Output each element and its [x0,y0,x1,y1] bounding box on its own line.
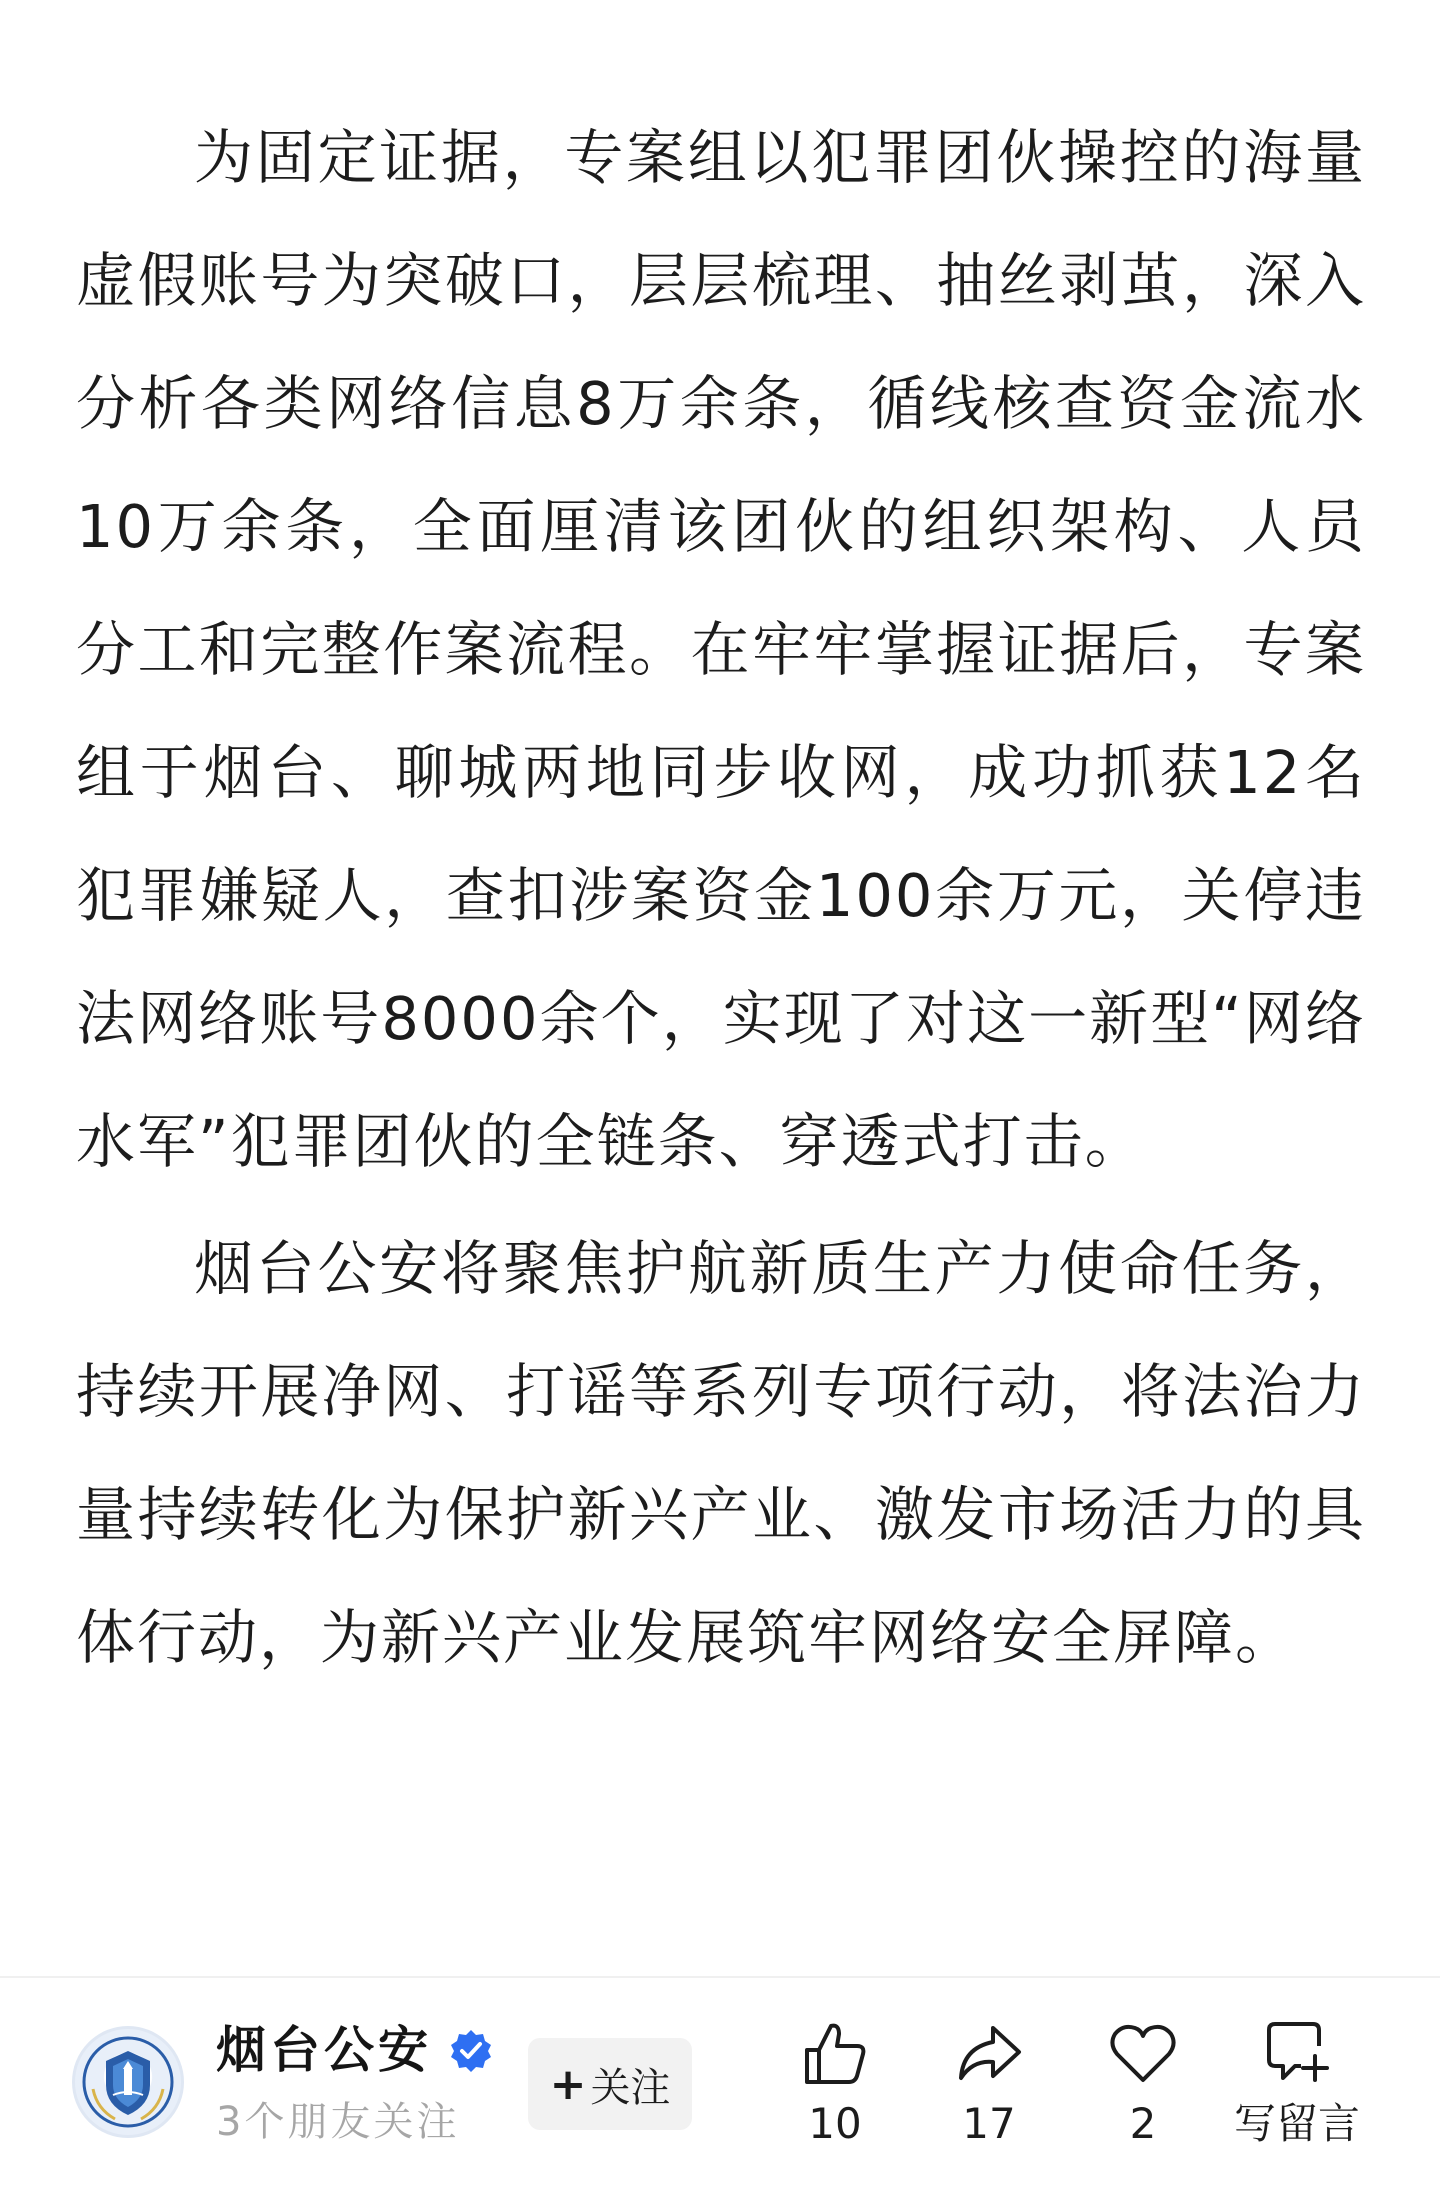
thumbs-up-icon [799,2018,871,2090]
article-paragraph: 烟台公安将聚焦护航新质生产力使命任务，持续开展净网、打谣等系列专项行动，将法治力量持续转化为保护新兴产业、激发市场活力的具体行动，为新兴产业发展筑牢网络安全屏障。 [76,1234,1366,1672]
plus-icon: + [549,2058,587,2110]
friends-following-text: 3个朋友关注 [216,2099,460,2145]
follow-button[interactable] [528,2038,692,2130]
share-count: 17 [962,2099,1016,2148]
write-comment-label: 写留言 [1233,2099,1360,2148]
article-paragraph: 为固定证据，专案组以犯罪团伙操控的海量虚假账号为突破口，层层梳理、抽丝剥茧，深入分析各类网络信息8万余条，循线核查资金流水10万余条，全面厘清该团伙的组织架构、人员分工和完整作案流程。在牢牢掌握证据后，专案组于烟台、聊城两地同步收网，成功抓获12名犯罪嫌疑人，查扣涉案资金100余万元，关停违法网络账号8000余个，实现了对这一新型“网络水军”犯罪团伙的全链条、穿透式打击。 [76,123,1366,1176]
police-emblem-icon [75,2029,181,2135]
verified-badge-icon [448,2028,494,2074]
favorite-button[interactable] [1078,2018,1208,2178]
favorite-count: 2 [1129,2099,1157,2148]
heart-icon [1107,2018,1179,2090]
follow-label: 关注 [590,2064,671,2111]
comment-plus-icon [1261,2018,1333,2090]
article-body [76,96,1366,1699]
author-name[interactable]: 烟台公安 [216,2021,432,2079]
share-button[interactable] [924,2018,1054,2178]
write-comment-button[interactable] [1232,2018,1362,2178]
like-count: 10 [808,2099,862,2148]
share-arrow-icon [953,2018,1025,2090]
bottom-action-bar [0,1976,1440,2190]
like-button[interactable] [770,2018,900,2178]
author-avatar[interactable] [72,2026,184,2138]
